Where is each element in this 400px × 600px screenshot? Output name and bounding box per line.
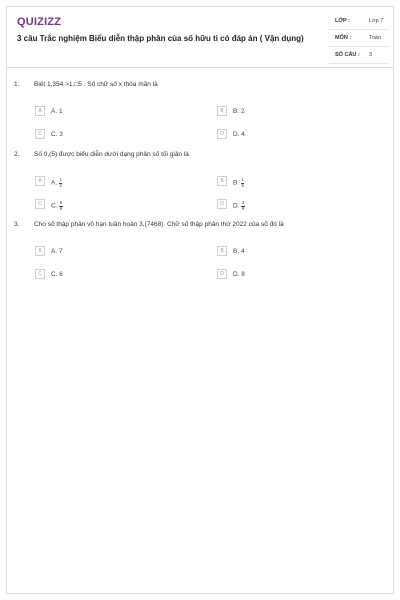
option-text: B. 2 [233, 108, 245, 115]
option-label: A. [51, 179, 58, 187]
option-text [51, 178, 62, 188]
denominator: 9 [59, 205, 63, 211]
question-text: Số 0,(5) được biểu diễn dưới dạng phân số tối giản là [34, 151, 189, 158]
numerator: 1 [241, 177, 244, 182]
option-a[interactable] [35, 106, 155, 118]
quizizz-logo: QUIZIZZ [17, 16, 62, 28]
option-letter-box: B [217, 106, 227, 116]
meta-row-count [329, 49, 389, 64]
worksheet-header [7, 7, 393, 68]
option-letter-box: D [217, 269, 227, 279]
meta-label: SỐ CÂU : [335, 52, 360, 58]
option-text: A. 7 [51, 248, 63, 255]
meta-row-class [329, 15, 389, 30]
option-d[interactable] [217, 269, 337, 281]
option-text: D. 8 [233, 271, 245, 278]
option-text [233, 201, 245, 211]
option-text: C. 6 [51, 271, 63, 278]
numerator: 5 [59, 200, 63, 205]
option-letter-box: D [217, 199, 227, 209]
meta-label: LỚP : [335, 18, 350, 24]
option-letter-box: B [217, 246, 227, 256]
numerator: 1 [241, 200, 245, 205]
option-d[interactable] [217, 199, 337, 211]
option-text: C. 3 [51, 131, 63, 138]
option-letter-box: B [217, 176, 227, 186]
option-label: C. [51, 202, 58, 210]
fraction [59, 178, 63, 188]
numerator: 1 [59, 177, 62, 182]
option-letter-box: C [35, 269, 45, 279]
option-letter-box: A [35, 246, 45, 256]
option-text: B. 4 [233, 248, 245, 255]
option-a[interactable] [35, 246, 155, 258]
meta-value: 3 [369, 52, 373, 58]
option-text [233, 178, 244, 188]
option-c[interactable] [35, 129, 155, 141]
meta-row-subject [329, 32, 389, 47]
option-label: D. [233, 202, 240, 210]
fraction [241, 201, 245, 211]
option-c[interactable] [35, 199, 155, 211]
option-letter-box: C [35, 199, 45, 209]
option-b[interactable] [217, 106, 337, 118]
option-b[interactable] [217, 246, 337, 258]
denominator: 2 [59, 182, 62, 188]
option-letter-box: A [35, 106, 45, 116]
option-label: B. [233, 179, 240, 187]
fraction [241, 178, 245, 188]
denominator: 9 [241, 205, 245, 211]
option-letter-box: D [217, 129, 227, 139]
question-text: Biết 1,354 >1,□5 . Số chữ số x thỏa mãn là [34, 81, 158, 88]
question-number: 3. [14, 221, 20, 228]
meta-value: Toán [369, 35, 381, 41]
option-b[interactable] [217, 176, 337, 188]
option-text [51, 201, 63, 211]
question-text: Cho số thập phân vô hạn tuần hoàn 3,(7468). Chữ số thập phân thứ 2022 của số đó là [34, 221, 284, 228]
denominator: 5 [241, 182, 244, 188]
option-d[interactable] [217, 129, 337, 141]
meta-value: Lớp 7 [369, 18, 384, 24]
option-a[interactable] [35, 176, 155, 188]
option-c[interactable] [35, 269, 155, 281]
meta-label: MÔN : [335, 35, 352, 41]
question-number: 1. [14, 81, 20, 88]
option-letter-box: C [35, 129, 45, 139]
fraction [59, 201, 63, 211]
worksheet-page [6, 6, 394, 594]
option-letter-box: A [35, 176, 45, 186]
option-text: A. 1 [51, 108, 63, 115]
option-text: D. 4 [233, 131, 245, 138]
question-number: 2. [14, 151, 20, 158]
meta-panel [329, 15, 389, 66]
page-title: 3 câu Trắc nghiệm Biểu diễn thập phân của số hữu tỉ có đáp án ( Vận dụng) [17, 34, 304, 43]
